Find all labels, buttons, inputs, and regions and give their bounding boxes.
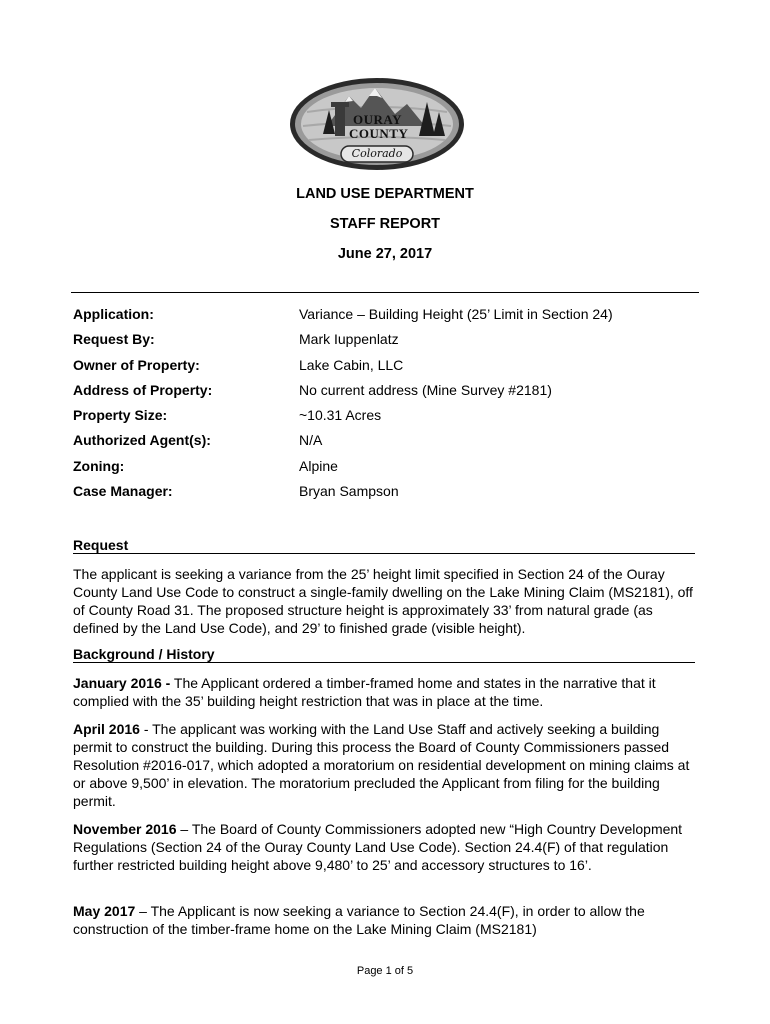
application-info [73,304,713,506]
info-value: N/A [299,432,323,449]
history-entry-jan-2016 [73,674,699,710]
ouray-county-logo [287,74,467,174]
history-entry-nov-2016 [73,820,699,874]
logo-line-2: COUNTY [349,126,409,141]
info-row [73,355,713,380]
history-date: November 2016 [73,821,177,837]
info-row [73,481,713,506]
history-text: – The Applicant is now seeking a variance to Section 24.4(F), in order to allow the construction of the timber-frame home on the Lake Mining Claim (MS2181) [73,903,645,937]
info-value: Lake Cabin, LLC [299,356,404,373]
info-value: No current address (Mine Survey #2181) [299,381,552,398]
info-value: Mark Iuppenlatz [299,331,399,348]
info-row [73,329,713,354]
history-entry-may-2017 [73,902,699,938]
info-row [73,456,713,481]
history-text: - The applicant was working with the Land Use Staff and actively seeking a building permit to construct the building. During this process the Board of County Commissioners passed Resolution #2016-017, which adopted a moratorium on residential development on mining claims at or above 9,500’ in elevation. The moratorium precluded the Applicant from filing for the building permit. [73,721,690,809]
info-row [73,304,713,329]
department-title: LAND USE DEPARTMENT [296,186,474,202]
info-label: Address of Property: [73,381,213,398]
page-number: Page 1 of 5 [356,965,414,977]
info-label: Request By: [73,331,155,348]
info-row [73,405,713,430]
request-paragraph: The applicant is seeking a variance from the 25’ height limit specified in Section 24 of the Ouray County Land Use Code to construct a single-family dwelling on the Lake Mining Claim (MS2181), off of County Road 31. The proposed structure height is approximately 33’ from natural grade (as defined by the Land Use Code), and 29’ to finished grade (visible height). [73,566,693,636]
history-entry-apr-2016 [73,720,699,810]
request-heading: Request [73,537,695,554]
logo-script: Colorado [351,147,403,160]
info-label: Authorized Agent(s): [73,432,211,449]
history-date: May 2017 [73,903,136,919]
info-row [73,380,713,405]
report-date: June 27, 2017 [337,246,433,262]
history-date: April 2016 [73,721,140,737]
logo-line-1: OURAY [353,112,402,127]
background-heading: Background / History [73,646,695,663]
info-label: Zoning: [73,457,125,474]
history-text: – The Board of County Commissioners adopted new “High Country Development Regulations (Section 24 of the Ouray County Land Use Code). Section 24.4(F) of that regulation further restricted building height above 9,480’ to 25’ and accessory structures to 16’. [73,821,683,873]
info-value: ~10.31 Acres [299,407,382,424]
info-value: Bryan Sampson [299,483,399,500]
info-row [73,430,713,455]
info-value: Alpine [299,457,338,474]
history-text: The Applicant ordered a timber-framed home and states in the narrative that it complied with the 35’ building height restriction that was in place at the time. [73,675,656,709]
info-label: Owner of Property: [73,356,200,373]
history-date: January 2016 - [73,675,171,691]
info-label: Application: [73,306,154,322]
info-label: Property Size: [73,407,168,424]
report-title: STAFF REPORT [329,216,441,232]
info-label: Case Manager: [73,483,173,500]
info-value: Variance – Building Height (25’ Limit in Section 24) [299,306,613,322]
header-divider [71,292,699,293]
